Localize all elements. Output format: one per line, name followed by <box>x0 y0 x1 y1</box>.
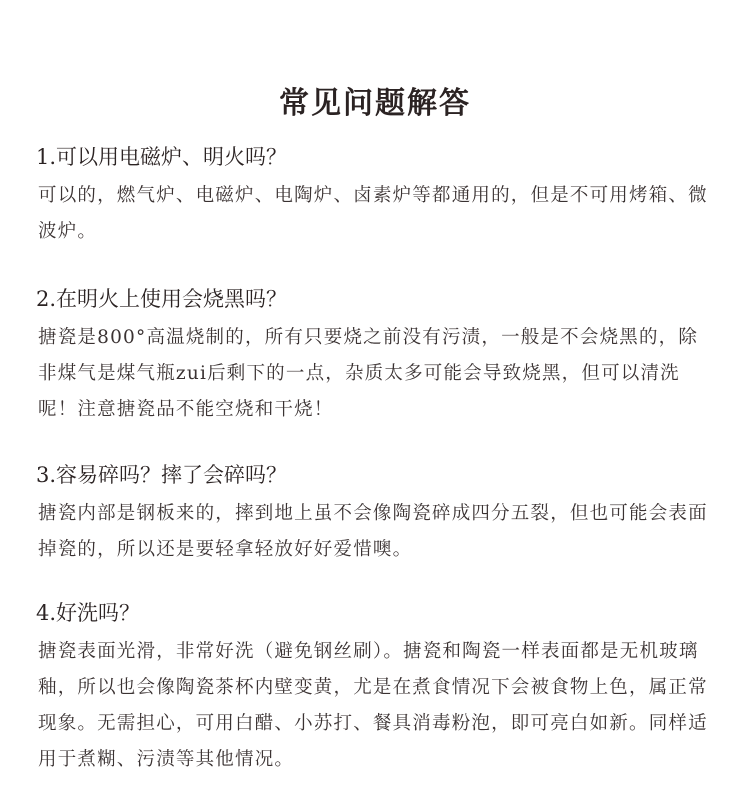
faq-item <box>36 458 716 568</box>
faq-question: 2.在明火上使用会烧黑吗？ <box>36 287 288 311</box>
faq-answer: 搪瓷内部是钢板来的，摔到地上虽不会像陶瓷碎成四分五裂，但也可能会表面掉瓷的，所以还是要轻拿轻放好好爱惜噢。 <box>38 503 708 560</box>
faq-item <box>36 282 716 428</box>
page-title: 常见问题解答 <box>279 86 471 122</box>
faq-question: 3.容易碎吗？摔了会碎吗？ <box>36 463 288 487</box>
faq-item <box>36 596 716 778</box>
faq-answer: 搪瓷表面光滑，非常好洗（避免钢丝刷）。搪瓷和陶瓷一样表面都是无机玻璃釉，所以也会像陶瓷茶杯内壁变黄，尤是在煮食情况下会被食物上色，属正常现象。无需担心，可用白醋、小苏打、餐具消毒粉泡，即可亮白如新。同样适用于煮糊、污渍等其他情况。 <box>38 641 708 770</box>
faq-answer: 可以的，燃气炉、电磁炉、电陶炉、卤素炉等都通用的，但是不可用烤箱、微波炉。 <box>38 185 708 242</box>
faq-question: 1.可以用电磁炉、明火吗？ <box>36 145 288 169</box>
faq-question: 4.好洗吗？ <box>36 601 141 625</box>
faq-item <box>36 140 716 250</box>
faq-answer: 搪瓷是800°高温烧制的，所有只要烧之前没有污渍，一般是不会烧黑的，除非煤气是煤气瓶zui后剩下的一点，杂质太多可能会导致烧黑，但可以清洗呢！注意搪瓷品不能空烧和干烧！ <box>38 327 699 420</box>
